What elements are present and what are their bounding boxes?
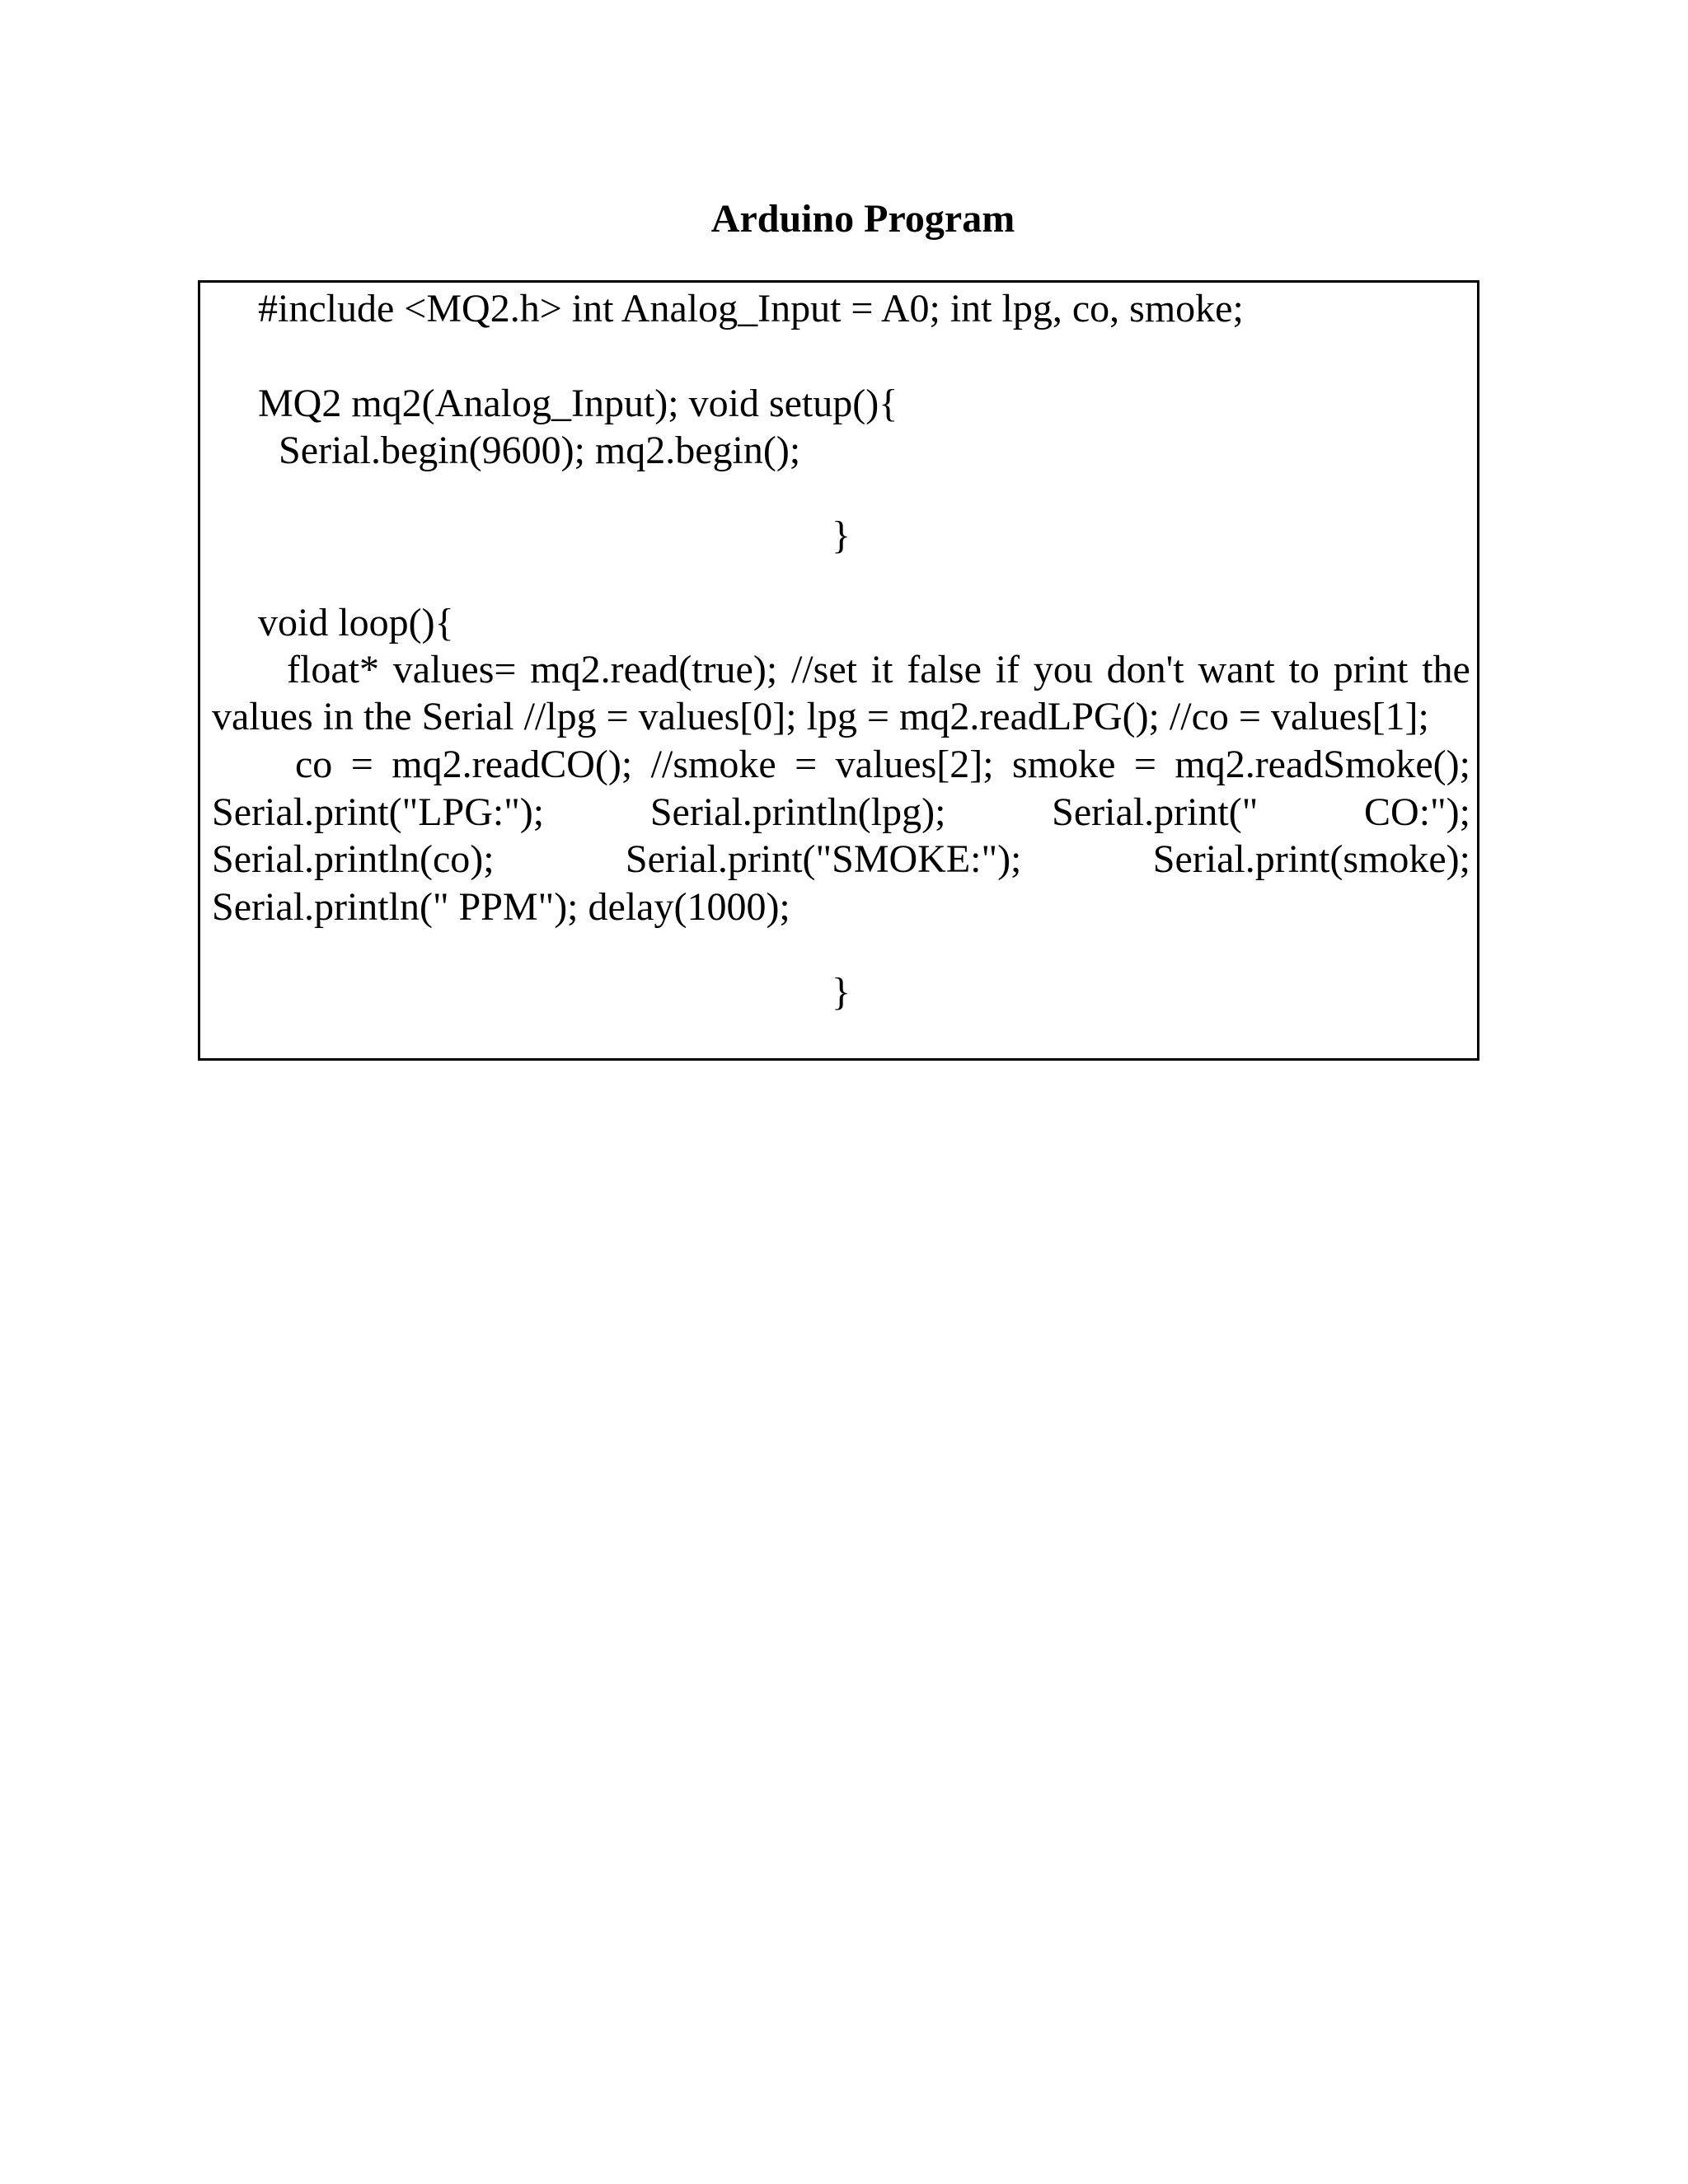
code-line-print-ppm-delay: Serial.println(" PPM"); delay(1000);	[212, 885, 790, 929]
code-word: values=	[392, 648, 517, 691]
code-word: co	[295, 743, 333, 786]
code-word: don't	[1106, 648, 1184, 691]
code-word: it	[870, 648, 893, 691]
code-line-read-lpg: values in the Serial //lpg = values[0]; lpg = mq2.readLPG(); //co = values[1];	[212, 695, 1429, 738]
code-word: CO:");	[1364, 790, 1470, 834]
code-word: =	[1133, 743, 1156, 786]
code-line-read-co-smoke	[295, 741, 1470, 789]
code-word: mq2.read(true);	[530, 648, 778, 691]
code-word: //set	[790, 648, 857, 691]
page-title: Arduino Program	[710, 197, 1015, 241]
code-line-print-lpg-co	[212, 789, 1470, 837]
code-word: values[2];	[835, 743, 994, 786]
code-word: smoke	[1012, 743, 1116, 786]
code-box	[198, 280, 1479, 1061]
code-word: Serial.print("	[1052, 790, 1259, 834]
code-line-print-co-smoke	[212, 836, 1470, 883]
code-word: to	[1288, 648, 1320, 691]
code-word: want	[1198, 648, 1275, 691]
code-word: Serial.println(co);	[212, 837, 495, 881]
code-word: Serial.print("SMOKE:");	[625, 837, 1022, 881]
code-word: float*	[287, 648, 379, 691]
code-word: =	[795, 743, 818, 786]
code-word: Serial.print("LPG:");	[212, 790, 545, 834]
code-line-close-brace-loop: }	[831, 970, 851, 1014]
code-line-read-values	[287, 646, 1470, 694]
code-line-loop: void loop(){	[258, 601, 454, 644]
code-word: =	[350, 743, 373, 786]
code-word: print	[1333, 648, 1409, 691]
code-word: Serial.print(smoke);	[1152, 837, 1470, 881]
code-word: you	[1033, 648, 1093, 691]
code-line-close-brace-setup: }	[831, 513, 851, 557]
code-word: mq2.readCO();	[392, 743, 633, 786]
code-word: //smoke	[650, 743, 776, 786]
code-word: mq2.readSmoke();	[1175, 743, 1470, 786]
code-word: Serial.println(lpg);	[649, 790, 946, 834]
code-word: false	[907, 648, 982, 691]
code-line-serial-begin: Serial.begin(9600); mq2.begin();	[279, 429, 801, 472]
code-word: if	[995, 648, 1020, 691]
code-line-setup: MQ2 mq2(Analog_Input); void setup(){	[258, 382, 898, 425]
code-word: the	[1422, 648, 1470, 691]
code-line-include: #include <MQ2.h> int Analog_Input = A0; int lpg, co, smoke;	[258, 287, 1244, 330]
